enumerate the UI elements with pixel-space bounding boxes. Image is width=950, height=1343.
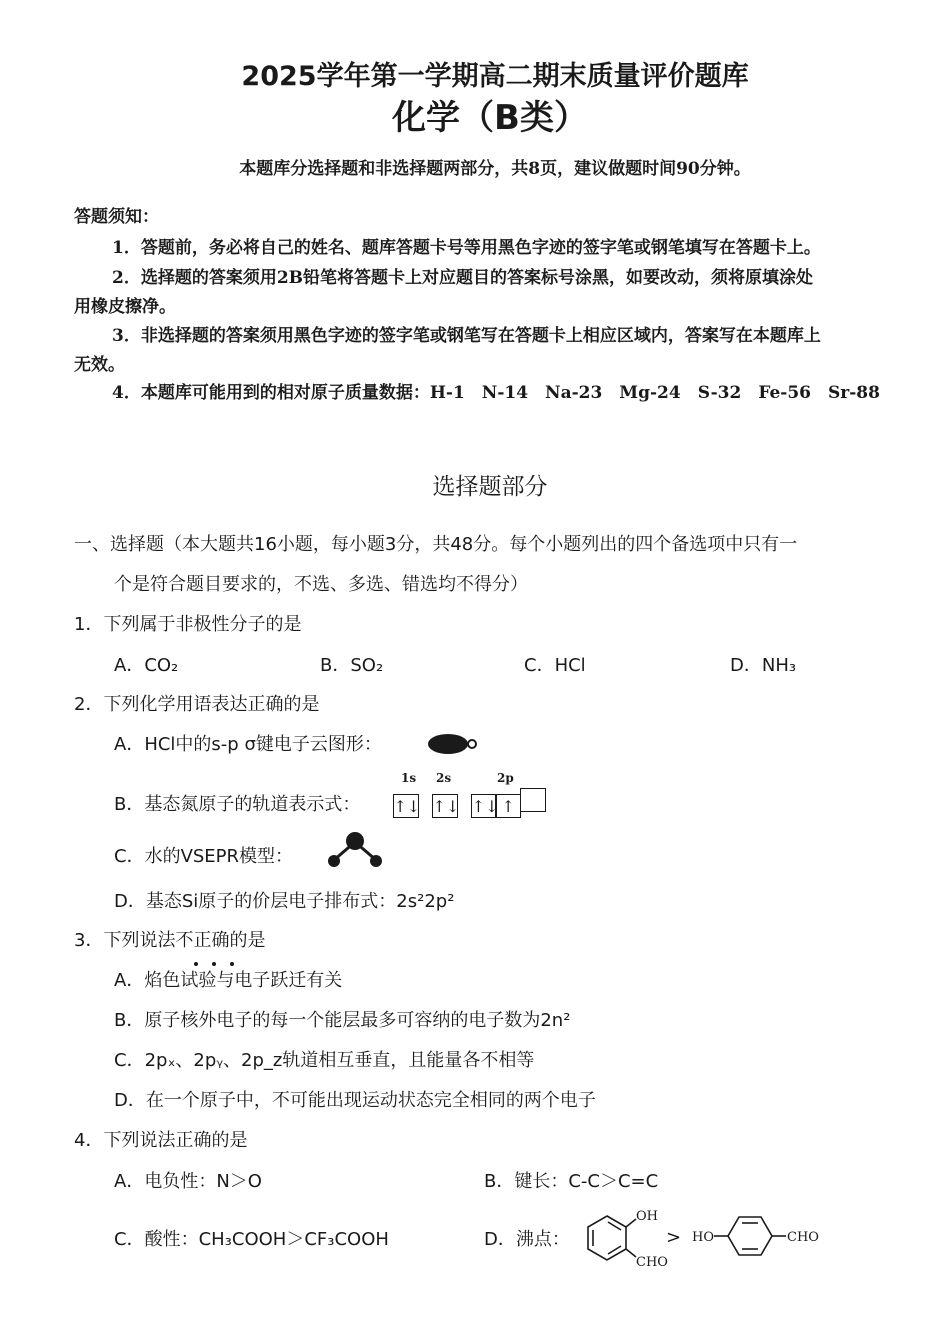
water-vsepr-model-icon — [322, 830, 388, 872]
section-heading-line2: 个是符合题目要求的，不选、多选、错选均不得分） — [114, 574, 528, 595]
q4-stem: 4．下列说法正确的是 — [74, 1130, 248, 1151]
notice-item-2-line2: 用橡皮擦净。 — [74, 297, 176, 317]
q4-option-c: C．酸性：CH₃COOH＞CF₃COOH — [114, 1229, 389, 1250]
q3-stem-pre: 3．下列说法 — [74, 930, 176, 951]
orbital-diagram — [394, 788, 546, 818]
q2-option-b: B．基态氮原子的轨道表示式： — [114, 794, 361, 815]
q1-option-c: C．HCl — [524, 655, 586, 676]
q3-stem-post: 的是 — [229, 930, 266, 951]
q3-stem-emphasis: 不正确 — [175, 930, 230, 951]
q1-option-b: B．SO₂ — [320, 655, 384, 676]
orbital-label-1s: 1s — [401, 771, 417, 785]
section-title: 选择题部分 — [432, 474, 548, 500]
orbital-box-2s: ↑↓ — [432, 794, 458, 818]
ortho-cho-label: CHO — [636, 1255, 668, 1270]
ortho-oh-label: OH — [636, 1209, 658, 1224]
q1-stem: 1．下列属于非极性分子的是 — [74, 614, 302, 635]
q4-option-d: D．沸点： — [484, 1229, 570, 1250]
exam-intro: 本题库分选择题和非选择题两部分，共8页，建议做题时间90分钟。 — [239, 159, 751, 179]
q3-stem — [74, 926, 265, 952]
exam-title: 2025学年第一学期高二期末质量评价题库 — [241, 61, 749, 92]
q2-stem: 2．下列化学用语表达正确的是 — [74, 694, 320, 715]
q2-option-a: A．HCl中的s-p σ键电子云图形： — [114, 734, 382, 755]
orbital-box-2p-y: ↑ — [495, 794, 521, 818]
q2-option-c: C．水的VSEPR模型： — [114, 846, 294, 867]
q2-option-d: D．基态Si原子的价层电子排布式：2s²2p² — [114, 891, 455, 912]
q4-option-a: A．电负性：N＞O — [114, 1171, 262, 1192]
ortho-benzene-ring-icon — [588, 1216, 636, 1260]
orbital-box-1s: ↑↓ — [393, 794, 419, 818]
orbital-label-2p: 2p — [497, 771, 514, 785]
para-cho-label: CHO — [787, 1230, 819, 1245]
orbital-label-2s: 2s — [436, 771, 452, 785]
q4-option-b: B．键长：C-C＞C=C — [484, 1171, 659, 1192]
notice-item-2-line1: 2．选择题的答案须用2B铅笔将答题卡上对应题目的答案标号涂黑，如要改动，须将原填涂处 — [112, 268, 814, 288]
greater-than-sign: > — [666, 1227, 682, 1248]
para-ho-label: HO — [692, 1230, 714, 1245]
q1-option-a: A．CO₂ — [114, 655, 179, 676]
notice-title: 答题须知： — [74, 207, 159, 227]
notice-item-1: 1．答题前，务必将自己的姓名、题库答题卡号等用黑色字迹的签字笔或钢笔填写在答题卡上。 — [112, 238, 821, 258]
q3-option-c: C．2pₓ、2pᵧ、2p_z轨道相互垂直，且能量各不相等 — [114, 1050, 535, 1071]
notice-item-3-line1: 3．非选择题的答案须用黑色字迹的签字笔或钢笔写在答题卡上相应区域内，答案写在本题库上 — [112, 326, 821, 346]
q1-option-d: D．NH₃ — [730, 655, 797, 676]
q3-option-a: A．焰色试验与电子跃迁有关 — [114, 970, 343, 991]
notice-item-4: 4．本题库可能用到的相对原子质量数据：H-1 N-14 Na-23 Mg-24 S-32 Fe-56 Sr-88 — [112, 383, 880, 403]
q3-option-d: D．在一个原子中，不可能出现运动状态完全相同的两个电子 — [114, 1090, 596, 1111]
salicylaldehyde-vs-hydroxybenzaldehyde-structures — [580, 1204, 830, 1270]
subject-title: 化学（B类） — [392, 98, 588, 138]
q3-option-b: B．原子核外电子的每一个能层最多可容纳的电子数为2n² — [114, 1010, 571, 1031]
sigma-bond-cloud-icon — [424, 731, 480, 757]
orbital-box-2p-z — [520, 788, 546, 812]
section-heading-line1: 一、选择题（本大题共16小题，每小题3分，共48分。每个小题列出的四个备选项中只有一 — [74, 534, 798, 555]
orbital-box-2p-x: ↑↓ — [471, 794, 497, 818]
para-benzene-ring-icon — [714, 1217, 786, 1255]
notice-item-3-line2: 无效。 — [74, 355, 125, 375]
